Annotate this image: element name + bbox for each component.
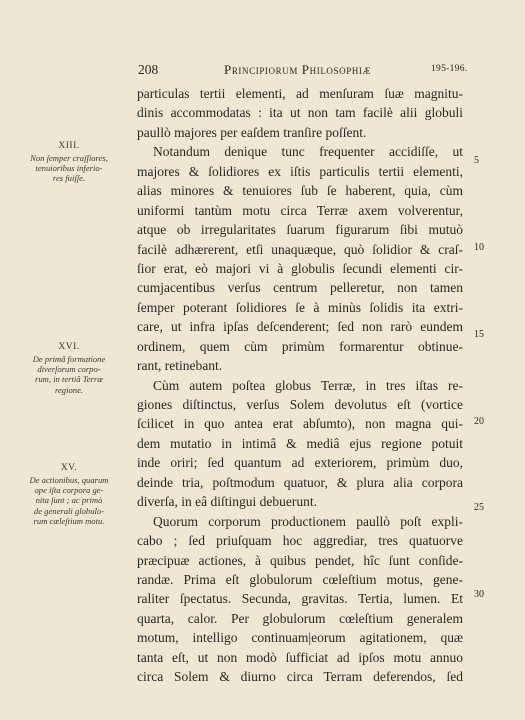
line-number: 30 xyxy=(474,589,484,600)
text-line: ordinem, quem cùm primùm formarentur obtinue- xyxy=(137,338,463,354)
text-line: circa Solem & diurno circa Terram deferendos, ſed xyxy=(137,669,463,685)
margin-note-number: XVI. xyxy=(58,342,80,352)
text-line: alias minores & tenuiores ſub ſe haberent, quia, cùm xyxy=(137,183,463,199)
text-line: dem mutatio in intimâ & mediâ ejus regione potuit xyxy=(137,435,463,451)
running-title: Principiorum Philosophiæ xyxy=(224,62,372,77)
text-line: randæ. Prima eſt globulorum cœleſtium motus, gene- xyxy=(137,571,463,587)
text-line: Quorum corporum productionem paullò poſt expli- xyxy=(153,513,463,529)
body-text xyxy=(137,84,463,687)
text-line: raliter ſpectatus. Secunda, gravitas. Tertia, lumen. Et xyxy=(137,591,463,607)
text-line: inde oriri; ſed quantum ad exteriorem, primùm duo, xyxy=(137,455,463,471)
line-number: 10 xyxy=(474,242,484,253)
text-line: care, ut infra ipſas deſcenderent; ſed non rarò eundem xyxy=(137,319,463,335)
running-header xyxy=(0,62,525,82)
text-line: rant, retinebant. xyxy=(137,358,223,374)
margin-note-xiii xyxy=(12,140,126,184)
line-number: 5 xyxy=(474,155,479,166)
text-line: tanta eſt, ut non modò ſufficiat ad ipſos motu annuo xyxy=(137,649,463,665)
margin-note-text: De primâ formatione diverſorum corpo- rum, in tertiâ Terræ regione. xyxy=(32,354,106,395)
section-range: 195-196. xyxy=(431,64,468,74)
text-line: quarta, calor. Per globulorum cœleſtium generalem xyxy=(137,610,463,626)
margin-note-number: XV. xyxy=(60,463,78,473)
margin-note-number: XIII. xyxy=(58,141,80,151)
text-line: majores & ſolidiores ex iſtis particulis tertii elementi, xyxy=(137,163,463,179)
text-line: atque ob irregularitates ſuarum figurarum ſibi mutuò xyxy=(137,222,463,238)
text-line: præcipuæ actiones, à quibus pendet, hîc ſunt conſide- xyxy=(137,552,463,568)
margin-note-xvi xyxy=(12,341,126,395)
text-line: cumjacentibus verſus centrum pelleretur, non tamen xyxy=(137,280,463,296)
text-line: diverſa, in eâ diſtingui debuerunt. xyxy=(137,494,317,510)
text-line: uniformi tantùm motu circa Terræ axem volverentur, xyxy=(137,202,463,218)
margin-note-xv xyxy=(12,462,126,526)
text-line: facilè adhærerent, etſi unaquæque, quò ſolidior & craſ- xyxy=(137,241,463,257)
margin-note-text: Non ſemper craſſiores, tenuioribus inferio- res fuiſſe. xyxy=(30,153,108,184)
margin-note-text: De actionibus, quarum ope iſta corpora ge- nita ſunt ; ac primò de generali globulo- rum cœleſtium motu. xyxy=(29,475,109,526)
line-number: 25 xyxy=(474,502,484,513)
text-line: ſior erat, eò majori vi à globulis ſecundi elementi cir- xyxy=(137,260,463,276)
text-line: paullò majores per eaſdem tranſire poſſent. xyxy=(137,124,367,140)
text-line: cabo ; ſed priuſquam hoc aggrediar, tres quatuorve xyxy=(137,533,463,549)
text-line: Notandum denique tunc frequenter accidiſſe, ut xyxy=(153,144,463,160)
text-line: ſemper poterant ſolidiores ſe à minùs ſolidis ita extri- xyxy=(137,299,463,315)
text-line: deinde tria, poſtmodum quatuor, & plura alia corpora xyxy=(137,474,463,490)
line-number: 20 xyxy=(474,416,484,427)
text-line: ſcilicet in quo antea erat abſumto), non magna qui- xyxy=(137,416,463,432)
text-line: dinis accommodatas : ita ut non tam facilè alii globuli xyxy=(137,105,463,121)
page-number: 208 xyxy=(138,62,159,77)
text-line: motum, intelligo continuam|eorum agitationem, quæ xyxy=(137,630,463,646)
line-number: 15 xyxy=(474,329,484,340)
text-line: giones diſtinctus, verſus Solem devolutus eſt (vortice xyxy=(137,397,463,412)
text-line: particulas tertii elementi, ad menſuram ſuæ magnitu- xyxy=(137,86,463,101)
text-line: Cùm autem poſtea globus Terræ, in tres iſtas re- xyxy=(153,377,463,393)
